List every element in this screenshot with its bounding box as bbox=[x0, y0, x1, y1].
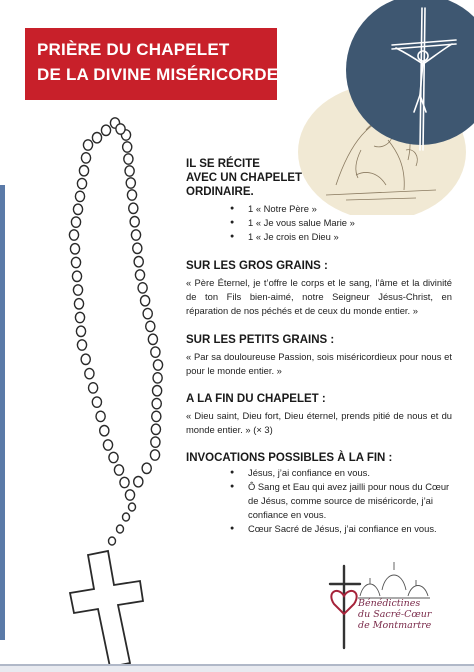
rosary-bead bbox=[81, 354, 90, 364]
list-item: ● 1 « Je crois en Dieu » bbox=[186, 230, 452, 244]
title-banner bbox=[25, 28, 277, 100]
list-item: ● Cœur Sacré de Jésus, j’ai confiance en vous. bbox=[186, 522, 452, 536]
rosary-chain-bead bbox=[117, 525, 124, 533]
fin-chapelet-text: « Dieu saint, Dieu fort, Dieu éternel, prends pitié de nous et du monde entier. » (× 3) bbox=[186, 410, 452, 435]
rosary-bead bbox=[125, 166, 134, 176]
petits-grains-text: « Par sa douloureuse Passion, sois miséricordieux pour nous et pour le monde entier. » bbox=[186, 351, 452, 376]
petits-grains-heading: SUR LES PETITS GRAINS : bbox=[186, 334, 335, 346]
rosary-chain-bead bbox=[129, 503, 136, 511]
rosary-bead bbox=[77, 178, 86, 188]
rosary-bead bbox=[143, 308, 152, 318]
rosary-chain-bead bbox=[123, 513, 130, 521]
rosary-bead bbox=[138, 283, 147, 293]
rosary-bead bbox=[70, 244, 79, 254]
rosary-chain-bead bbox=[109, 537, 116, 545]
rosary-bead bbox=[69, 230, 78, 240]
rosary-bead bbox=[151, 347, 160, 357]
bottom-bar bbox=[0, 664, 474, 672]
rosary-bead bbox=[74, 299, 83, 309]
title-line-1: PRIÈRE DU CHAPELET bbox=[37, 40, 230, 59]
rosary-bead bbox=[125, 490, 134, 500]
gros-grains-section bbox=[186, 259, 452, 318]
rosary-bead bbox=[142, 463, 151, 473]
rosary-bead bbox=[101, 125, 110, 135]
rosary-bead bbox=[152, 411, 161, 421]
rosary-bead bbox=[92, 133, 101, 143]
list-item: ● 1 « Je vous salue Marie » bbox=[186, 216, 452, 230]
rosary-bead bbox=[89, 383, 98, 393]
logo-text: Bénédictines du Sacré-Cœur de Montmartre bbox=[358, 598, 432, 631]
rosary-bead bbox=[100, 426, 109, 436]
rosary-bead bbox=[131, 230, 140, 240]
invocations-section bbox=[186, 451, 452, 536]
rosary-bead bbox=[153, 360, 162, 370]
rosary-bead bbox=[72, 271, 81, 281]
rosary-bead bbox=[129, 203, 138, 213]
rosary-bead bbox=[146, 321, 155, 331]
intro-section bbox=[186, 157, 452, 244]
rosary-bead bbox=[92, 397, 101, 407]
fin-chapelet-section bbox=[186, 392, 452, 437]
rosary-bead bbox=[153, 373, 162, 383]
rosary-bead bbox=[71, 257, 80, 267]
rosary-bead bbox=[75, 191, 84, 201]
rosary-bead bbox=[79, 166, 88, 176]
basilica-sketch-icon bbox=[358, 562, 430, 598]
rosary-bead bbox=[120, 477, 129, 487]
rosary-bead bbox=[71, 217, 80, 227]
left-edge-accent bbox=[0, 185, 5, 640]
invocations-list bbox=[186, 466, 452, 536]
logo-cross-icon bbox=[330, 566, 360, 648]
rosary-bead bbox=[76, 326, 85, 336]
rosary-bead bbox=[109, 452, 118, 462]
rosary-bead bbox=[73, 285, 82, 295]
rosary-bead bbox=[150, 450, 159, 460]
rosary-bead bbox=[123, 142, 132, 152]
rosary-bead bbox=[77, 340, 86, 350]
gros-grains-text: « Père Éternel, je t’offre le corps et le sang, l’âme et la divinité de ton Fils bien-aimé, notre Seigneur Jésus-Christ, en réparation de nos péchés et de ceux du monde entier. » bbox=[186, 277, 452, 316]
petits-grains-section bbox=[186, 333, 452, 378]
fin-chapelet-heading: A LA FIN DU CHAPELET : bbox=[186, 393, 326, 405]
rosary-bead bbox=[134, 477, 143, 487]
rosary-bead bbox=[148, 334, 157, 344]
rosary-illustration bbox=[60, 115, 195, 667]
rosary-bead bbox=[127, 190, 136, 200]
rosary-bead bbox=[152, 398, 161, 408]
rosary-bead bbox=[96, 411, 105, 421]
invocations-heading: INVOCATIONS POSSIBLES À LA FIN : bbox=[186, 452, 393, 464]
rosary-bead bbox=[134, 257, 143, 267]
list-item: ● 1 « Notre Père » bbox=[186, 202, 452, 216]
rosary-bead bbox=[103, 440, 112, 450]
list-item: ● Ô Sang et Eau qui avez jailli pour nous du Cœur de Jésus, comme source de miséricorde, j’ai confiance en vous. bbox=[186, 480, 452, 522]
rosary-bead bbox=[81, 153, 90, 163]
rosary-bead bbox=[116, 124, 125, 134]
rosary-bead bbox=[153, 386, 162, 396]
gros-grains-heading: SUR LES GROS GRAINS : bbox=[186, 260, 328, 272]
rosary-bead bbox=[151, 424, 160, 434]
rosary-bead bbox=[135, 270, 144, 280]
rosary-bead bbox=[114, 465, 123, 475]
title-line-2: DE LA DIVINE MISÉRICORDE bbox=[37, 65, 279, 84]
rosary-bead bbox=[83, 140, 92, 150]
rosary-bead bbox=[126, 178, 135, 188]
rosary-bead bbox=[85, 368, 94, 378]
rosary-bead bbox=[141, 296, 150, 306]
rosary-bead bbox=[151, 437, 160, 447]
list-item: ● Jésus, j’ai confiance en vous. bbox=[186, 466, 452, 480]
rosary-bead bbox=[133, 243, 142, 253]
prayer-content bbox=[186, 157, 452, 536]
rosary-cross bbox=[70, 551, 143, 667]
rosary-bead bbox=[75, 312, 84, 322]
intro-heading: IL SE RÉCITE AVEC UN CHAPELET ORDINAIRE. bbox=[186, 158, 303, 198]
rosary-bead bbox=[130, 217, 139, 227]
rosary-bead bbox=[124, 154, 133, 164]
intro-list bbox=[186, 202, 452, 244]
rosary-bead bbox=[73, 204, 82, 214]
